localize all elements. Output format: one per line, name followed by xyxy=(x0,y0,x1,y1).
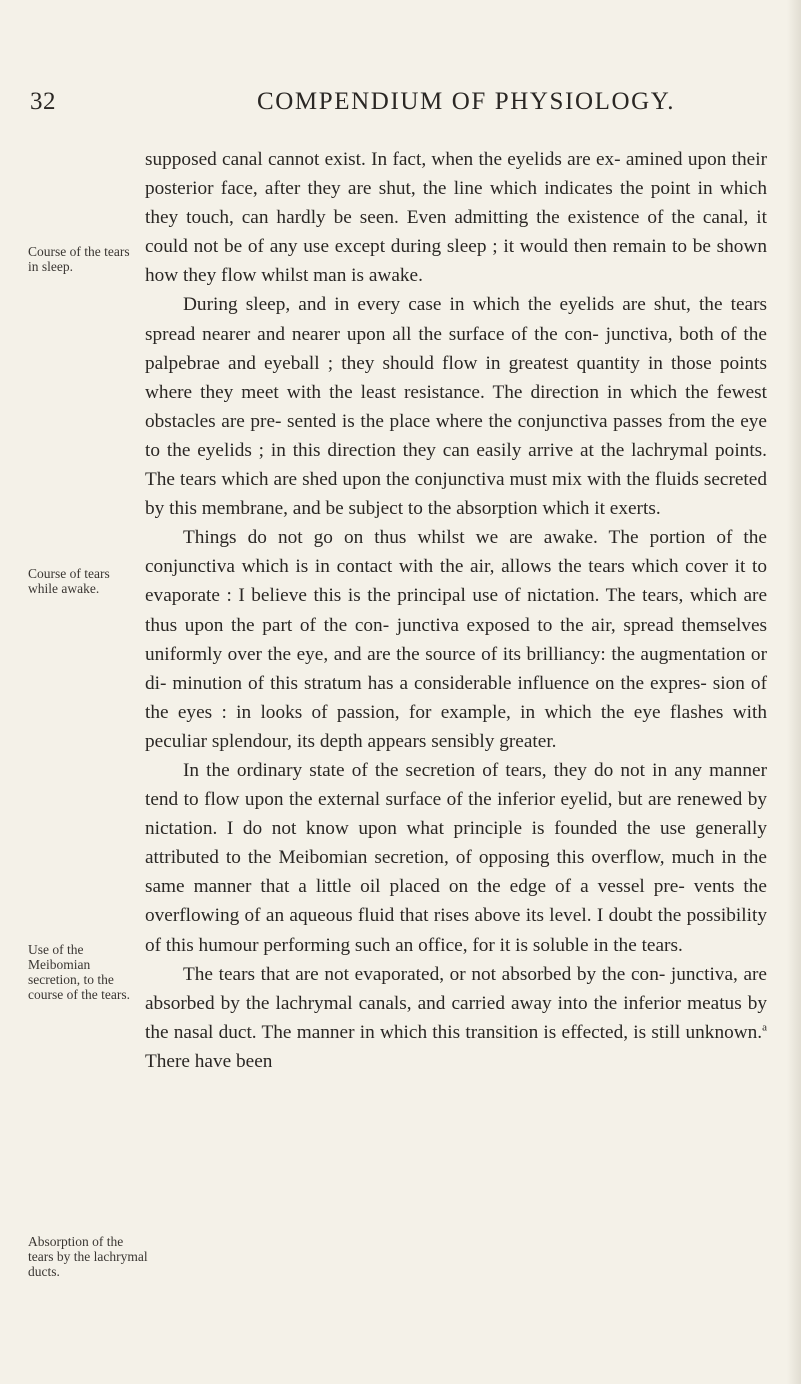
marginal-note-awake: Course of tears while awake. xyxy=(28,566,110,596)
page-number: 32 xyxy=(30,88,56,115)
running-title: COMPENDIUM OF PHYSIOLOGY. xyxy=(257,88,676,115)
paragraph-last xyxy=(145,960,767,1076)
paragraph: supposed canal cannot exist. In fact, when the eyelids are ex- amined upon their posterior face, after they are shut, the line which indicates the point in which they touch, can hardly be seen. Even admitting the existence of the canal, it could not be of any use except during sleep ; it would then remain to be shown how they flow whilst man is awake. xyxy=(145,149,767,287)
trailing-text: There have been xyxy=(145,1050,273,1072)
page-edge-shadow xyxy=(787,0,801,1384)
paragraph-text: The tears that are not evaporated, or not absorbed by the con- junctiva, are absorbed by the lachrymal canals, and carried away into the inferior meatus by the nasal duct. The manner in which this transition is effected, is still unknown. xyxy=(145,963,767,1043)
marginal-note-absorption: Absorption of the tears by the lachrymal ducts. xyxy=(28,1234,148,1279)
paragraph: In the ordinary state of the secretion of tears, they do not in any manner tend to flow upon the external surface of the inferior eyelid, but are renewed by nictation. I do not know upon what principle is founded the use generally attributed to the Meibomian secretion, of opposing this overflow, much in the same manner that a little oil placed on the edge of a vessel pre- vents the overflowing of an aqueous fluid that rises above its level. I doubt the possibility of this humour performing such an office, for it is soluble in the tears. xyxy=(145,759,767,956)
marginal-note-sleep: Course of the tears in sleep. xyxy=(28,244,130,274)
paragraph: During sleep, and in every case in which the eyelids are shut, the tears spread nearer and nearer upon all the surface of the con- junctiva, both of the palpebrae and eyeball ; they should flow in greatest quantity in those points where they meet with the least resistance. The direction in which the fewest obstacles are pre- sented is the place where the conjunctiva passes from the eye to the eyelids ; in this direction they can easily arrive at the lachrymal points. The tears which are shed upon the conjunctiva must mix with the fluids secreted by this membrane, and be subject to the absorption which it exerts. xyxy=(145,294,767,520)
marginal-note-meibomian: Use of the Meibomian secretion, to the course of the tears. xyxy=(28,942,130,1002)
body-text xyxy=(145,145,767,1076)
paragraph: Things do not go on thus whilst we are awake. The portion of the conjunctiva which is in contact with the air, allows the tears which cover it to evaporate : I believe this is the principal use of nictation. The tears, which are thus upon the part of the con- junctiva exposed to the air, spread themselves uniformly over the eye, and are the source of its brilliancy: the augmentation or di- minution of this stratum has a considerable influence on the expres- sion of the eyes : in looks of passion, for example, in which the eye flashes with peculiar splendour, its depth appears sensibly greater. xyxy=(145,527,767,752)
footnote-marker: a xyxy=(762,1021,767,1034)
